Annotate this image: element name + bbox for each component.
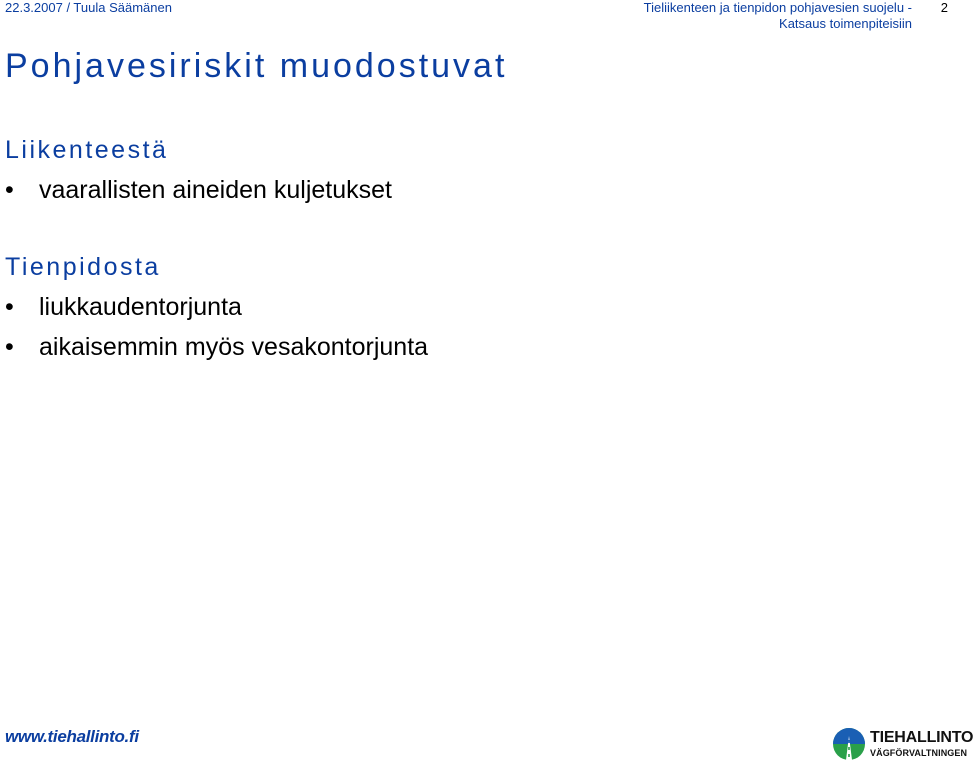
road-logo-icon bbox=[832, 727, 866, 761]
logo-subtitle: VÄGFÖRVALTNINGEN bbox=[870, 748, 968, 758]
footer-url-link[interactable]: www.tiehallinto.fi bbox=[5, 727, 139, 746]
header-doc-title-line1: Tieliikenteen ja tienpidon pohjavesien suojelu - bbox=[643, 0, 912, 15]
bullet-icon: • bbox=[5, 333, 14, 361]
header-doc-title bbox=[552, 0, 912, 32]
list-item bbox=[5, 333, 428, 362]
header-doc-title-line2: Katsaus toimenpiteisiin bbox=[779, 16, 912, 31]
list-item bbox=[5, 293, 242, 322]
bullet-icon: • bbox=[5, 176, 14, 204]
page-number: 2 bbox=[940, 0, 948, 15]
slide-title: Pohjavesiriskit muodostuvat bbox=[5, 47, 508, 85]
list-item-text: liukkaudentorjunta bbox=[39, 293, 242, 321]
header-date-author: 22.3.2007 / Tuula Säämänen bbox=[5, 0, 172, 15]
list-item bbox=[5, 176, 392, 205]
list-item-text: vaarallisten aineiden kuljetukset bbox=[39, 176, 392, 204]
tiehallinto-logo bbox=[832, 726, 973, 762]
section-heading-maintenance: Tienpidosta bbox=[5, 253, 161, 281]
logo-name: TIEHALLINTO bbox=[870, 729, 973, 746]
bullet-icon: • bbox=[5, 293, 14, 321]
section-heading-traffic: Liikenteestä bbox=[5, 136, 169, 164]
list-item-text: aikaisemmin myös vesakontorjunta bbox=[39, 333, 429, 361]
